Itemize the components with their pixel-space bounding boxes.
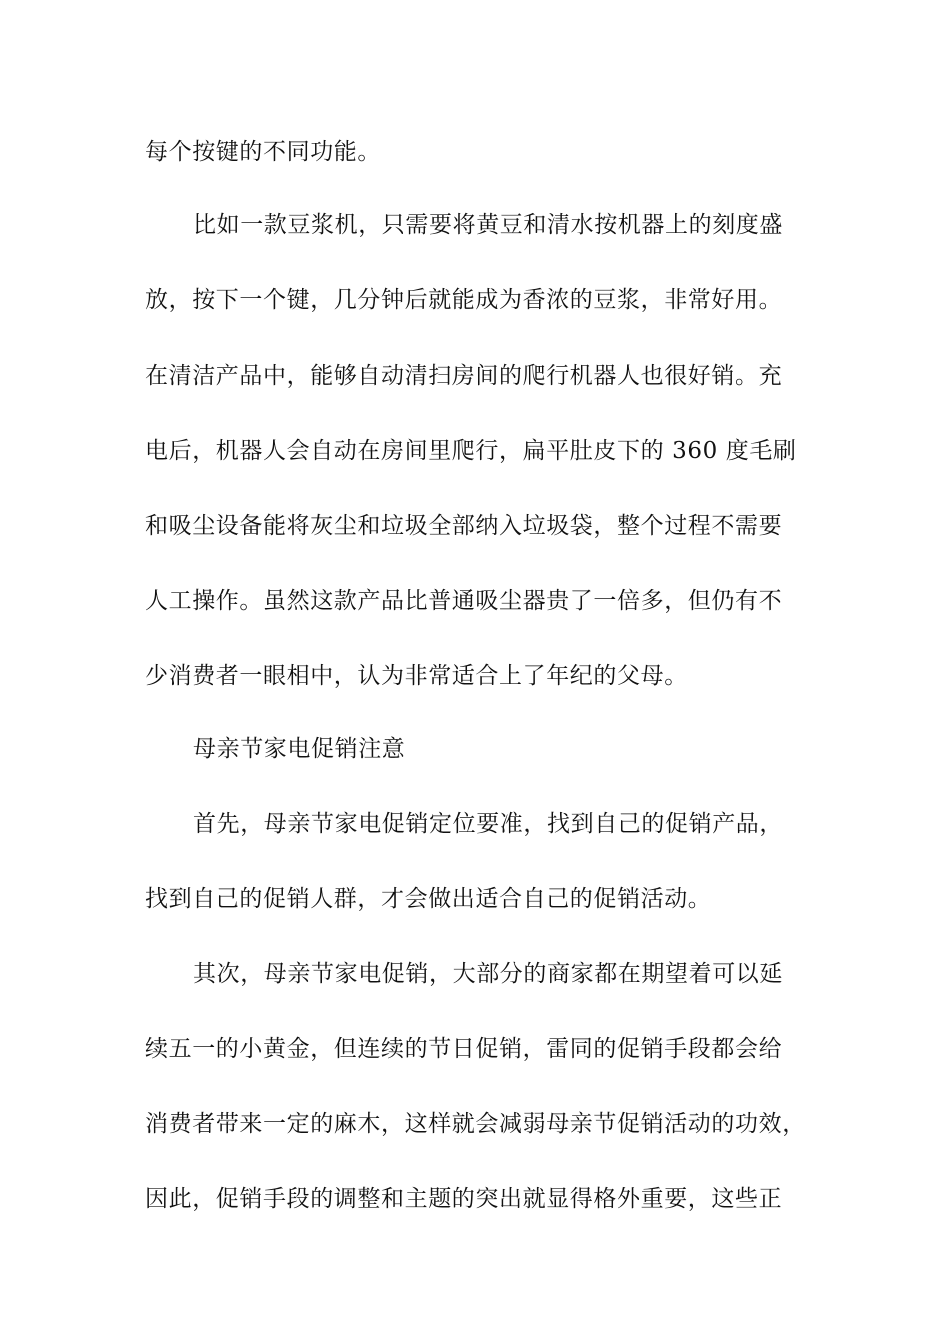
text-line: 找到自己的促销人群，才会做出适合自己的促销活动。: [145, 886, 712, 912]
paragraph-first-line: 其次，母亲节家电促销，大部分的商家都在期望着可以延: [193, 961, 783, 987]
paragraph-first-line: 首先，母亲节家电促销定位要准，找到自己的促销产品，: [193, 811, 783, 837]
text-line: 消费者带来一定的麻木，这样就会减弱母亲节促销活动的功效，: [145, 1111, 806, 1137]
text-line: 因此，促销手段的调整和主题的突出就显得格外重要，这些正: [145, 1186, 783, 1212]
paragraph-first-line: 比如一款豆浆机，只需要将黄豆和清水按机器上的刻度盛: [193, 212, 783, 238]
text-line: 和吸尘设备能将灰尘和垃圾全部纳入垃圾袋，整个过程不需要: [145, 513, 783, 539]
text-line: 放，按下一个键，几分钟后就能成为香浓的豆浆，非常好用。: [145, 287, 783, 313]
text-line: 续五一的小黄金，但连续的节日促销，雷同的促销手段都会给: [145, 1036, 783, 1062]
section-heading: 母亲节家电促销注意: [193, 736, 406, 762]
text-line: 少消费者一眼相中，认为非常适合上了年纪的父母。: [145, 663, 688, 689]
text-line: 电后，机器人会自动在房间里爬行，扁平肚皮下的 360 度毛刷: [145, 438, 797, 464]
text-line: 在清洁产品中，能够自动清扫房间的爬行机器人也很好销。充: [145, 363, 783, 389]
text-line: 人工操作。虽然这款产品比普通吸尘器贵了一倍多，但仍有不: [145, 588, 783, 614]
text-line: 每个按键的不同功能。: [145, 139, 381, 165]
